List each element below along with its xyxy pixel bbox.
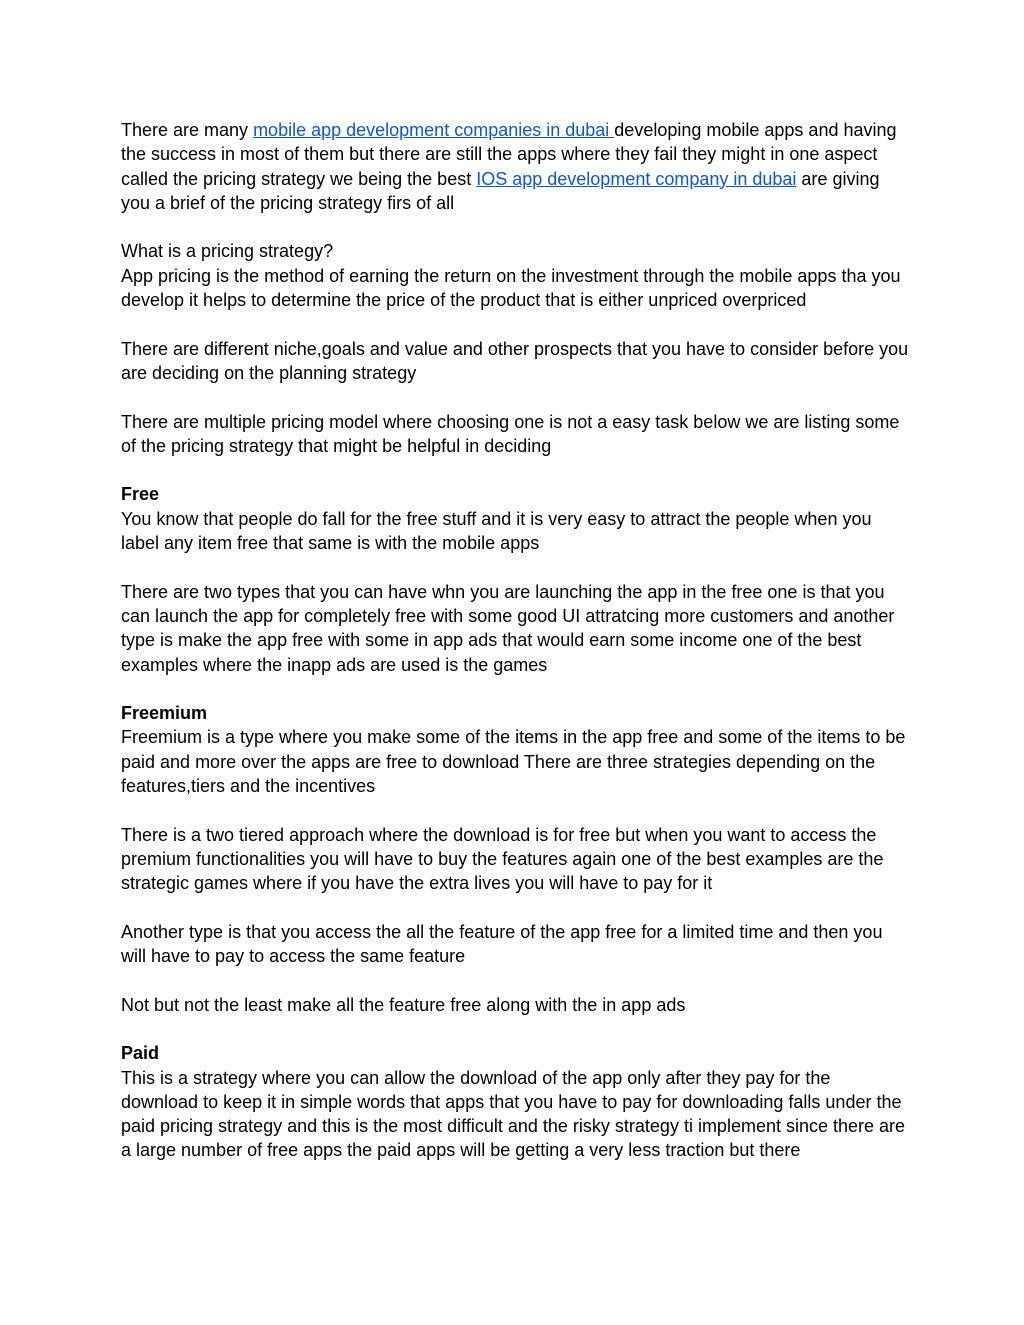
freemium-paragraph-3: Another type is that you access the all the feature of the app free for a limited time and then you will have to pay to access the same feature [121,921,883,967]
niche-paragraph: There are different niche,goals and value and other prospects that you have to consider before you are deciding on the planning strategy [121,338,909,383]
free-paragraph-2: There are two types that you can have whn you are launching the app in the free one is that you can launch the app for completely free with some good UI attratcing more customers and another type is make the app free with some in app ads that would earn some income one of the best examples where the inapp ads are used is the games [121,581,895,675]
free-paragraph-1: You know that people do fall for the free stuff and it is very easy to attract the people when you label any item free that same is with the mobile apps [121,508,872,554]
link-ios-app-company-dubai[interactable]: IOS app development company in dubai [476,168,797,189]
multiple-models-paragraph: There are multiple pricing model where choosing one is not a easy task below we are listing some of the pricing strategy that might be helpful in deciding [121,411,900,456]
intro-text-end: are giving you a brief of the pricing strategy firs of all [121,168,880,213]
free-heading: Free [121,484,160,505]
paid-heading: Paid [121,1043,160,1064]
pricing-strategy-section [121,239,911,312]
intro-paragraph [121,118,911,215]
paid-paragraph-1: This is a strategy where you can allow the download of the app only after they pay for the download to keep it in simple words that apps that you have to pay for downloading falls under the paid pricing strategy and this is the most difficult and the risky strategy ti implement since there are a large number of free apps the paid apps will be getting a very less traction but there [121,1067,906,1161]
freemium-paragraph-4: Not but not the least make all the feature free along with the in app ads [121,994,686,1015]
pricing-strategy-question: What is a pricing strategy? [121,241,334,262]
document-page [121,118,911,1163]
link-mobile-app-companies-dubai[interactable]: mobile app development companies in dubai [253,120,615,140]
freemium-paragraph-1: Freemium is a type where you make some of the items in the app free and some of the items to be paid and more over the apps are free to download There are three strategies depending on the features,tiers and the incentives [121,727,906,797]
pricing-strategy-answer: App pricing is the method of earning the return on the investment through the mobile apps tha you develop it helps to determine the price of the product that is either unpriced overpriced [121,265,901,311]
freemium-heading: Freemium [121,703,208,724]
intro-text-middle: developing mobile apps and having the success in most of them but there are still the apps where they fail they might in one aspect called the pricing strategy we being the best [121,120,897,189]
freemium-paragraph-2: There is a two tiered approach where the download is for free but when you want to access the premium functionalities you will have to buy the features again one of the best examples are the strategic games where if you have the extra lives you will have to pay for it [121,824,884,894]
intro-text-start: There are many [121,120,254,140]
